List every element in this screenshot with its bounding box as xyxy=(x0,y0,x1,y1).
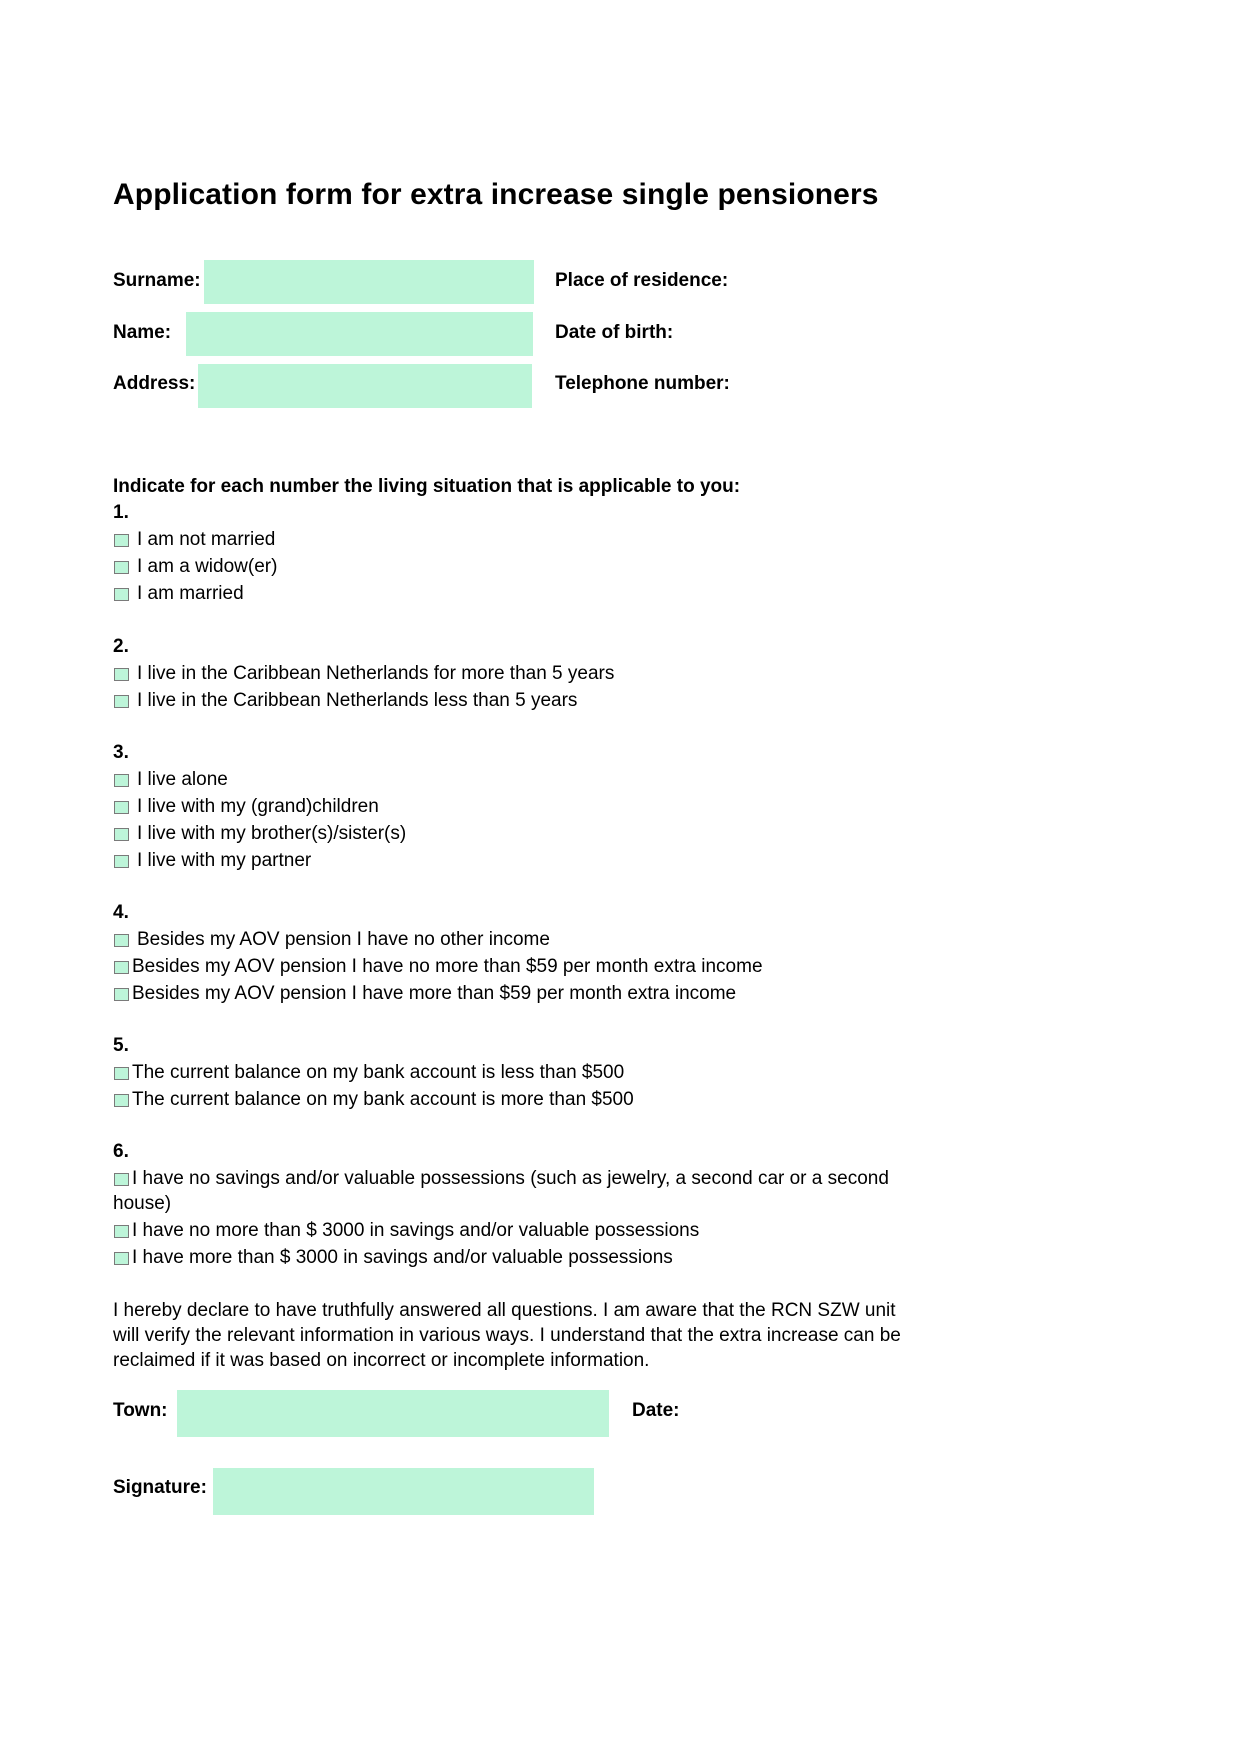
date-label: Date: xyxy=(632,1400,680,1421)
option-max-59-income[interactable] xyxy=(114,956,763,978)
checkbox[interactable] xyxy=(114,934,129,947)
option-label: I live in the Caribbean Netherlands less than 5 years xyxy=(137,690,578,711)
option-married[interactable] xyxy=(114,583,244,605)
checkbox[interactable] xyxy=(114,1094,129,1107)
dob-label: Date of birth: xyxy=(555,322,674,343)
option-label: Besides my AOV pension I have no more than $59 per month extra income xyxy=(132,956,763,977)
option-label: The current balance on my bank account is more than $500 xyxy=(132,1089,634,1110)
section-5-number: 5. xyxy=(113,1035,129,1056)
option-live-alone[interactable] xyxy=(114,769,228,791)
checkbox[interactable] xyxy=(114,988,129,1001)
checkbox[interactable] xyxy=(114,1067,129,1080)
option-live-partner[interactable] xyxy=(114,850,311,872)
option-widow[interactable] xyxy=(114,556,277,578)
option-label: I have more than $ 3000 in savings and/or valuable possessions xyxy=(132,1247,673,1268)
option-label: I have no more than $ 3000 in savings and/or valuable possessions xyxy=(132,1220,700,1241)
checkbox[interactable] xyxy=(114,1252,129,1265)
surname-field[interactable] xyxy=(204,260,534,304)
option-over-59-income[interactable] xyxy=(114,983,736,1005)
checkbox[interactable] xyxy=(114,1225,129,1238)
signature-label: Signature: xyxy=(113,1477,207,1498)
checkbox[interactable] xyxy=(114,1173,129,1186)
option-no-other-income[interactable] xyxy=(114,929,550,951)
checkbox[interactable] xyxy=(114,828,129,841)
town-label: Town: xyxy=(113,1400,168,1421)
signature-field[interactable] xyxy=(213,1468,594,1515)
address-field[interactable] xyxy=(198,364,532,408)
checkbox[interactable] xyxy=(114,695,129,708)
option-label: I am married xyxy=(137,583,244,604)
option-no-savings[interactable] xyxy=(114,1168,889,1190)
checkbox[interactable] xyxy=(114,561,129,574)
option-live-grandchildren[interactable] xyxy=(114,796,379,818)
section-4-number: 4. xyxy=(113,902,129,923)
option-label: I live with my (grand)children xyxy=(137,796,379,817)
intro-text: Indicate for each number the living situation that is applicable to you: xyxy=(113,476,741,497)
option-label: I live with my partner xyxy=(137,850,312,871)
option-balance-less-500[interactable] xyxy=(114,1062,624,1084)
page-title: Application form for extra increase single pensioners xyxy=(113,178,879,211)
option-cn-more-5[interactable] xyxy=(114,663,614,685)
name-field[interactable] xyxy=(186,312,533,356)
checkbox[interactable] xyxy=(114,961,129,974)
declaration-text: I hereby declare to have truthfully answered all questions. I am aware that the RCN SZW unit will verify the relevant information in various ways. I understand that the extra increase can be reclaimed if it was based on incorrect or incomplete information. xyxy=(113,1300,901,1371)
section-2-number: 2. xyxy=(113,636,129,657)
option-label: I live alone xyxy=(137,769,228,790)
option-label: I am a widow(er) xyxy=(137,556,278,577)
option-balance-more-500[interactable] xyxy=(114,1089,634,1111)
name-label: Name: xyxy=(113,322,172,343)
option-label: Besides my AOV pension I have more than $59 per month extra income xyxy=(132,983,737,1004)
town-field[interactable] xyxy=(177,1390,609,1437)
section-1-number: 1. xyxy=(113,502,129,523)
option-label: I live with my brother(s)/sister(s) xyxy=(137,823,407,844)
option-over-3000-savings[interactable] xyxy=(114,1247,673,1269)
surname-label: Surname: xyxy=(113,270,201,291)
option-label: I live in the Caribbean Netherlands for more than 5 years xyxy=(137,663,615,684)
checkbox[interactable] xyxy=(114,588,129,601)
checkbox[interactable] xyxy=(114,668,129,681)
option-live-siblings[interactable] xyxy=(114,823,406,845)
checkbox[interactable] xyxy=(114,801,129,814)
option-cn-less-5[interactable] xyxy=(114,690,577,712)
section-6-number: 6. xyxy=(113,1141,129,1162)
phone-label: Telephone number: xyxy=(555,373,730,394)
option-label: Besides my AOV pension I have no other income xyxy=(137,929,550,950)
residence-label: Place of residence: xyxy=(555,270,729,291)
option-label: I am not married xyxy=(137,529,276,550)
option-max-3000-savings[interactable] xyxy=(114,1220,699,1242)
option-no-savings-wrap: house) xyxy=(113,1193,172,1214)
checkbox[interactable] xyxy=(114,774,129,787)
address-label: Address: xyxy=(113,373,196,394)
checkbox[interactable] xyxy=(114,855,129,868)
section-3-number: 3. xyxy=(113,742,129,763)
checkbox[interactable] xyxy=(114,534,129,547)
option-not-married[interactable] xyxy=(114,529,275,551)
option-label: The current balance on my bank account is less than $500 xyxy=(132,1062,625,1083)
option-label: I have no savings and/or valuable possessions (such as jewelry, a second car or a second xyxy=(132,1168,889,1189)
